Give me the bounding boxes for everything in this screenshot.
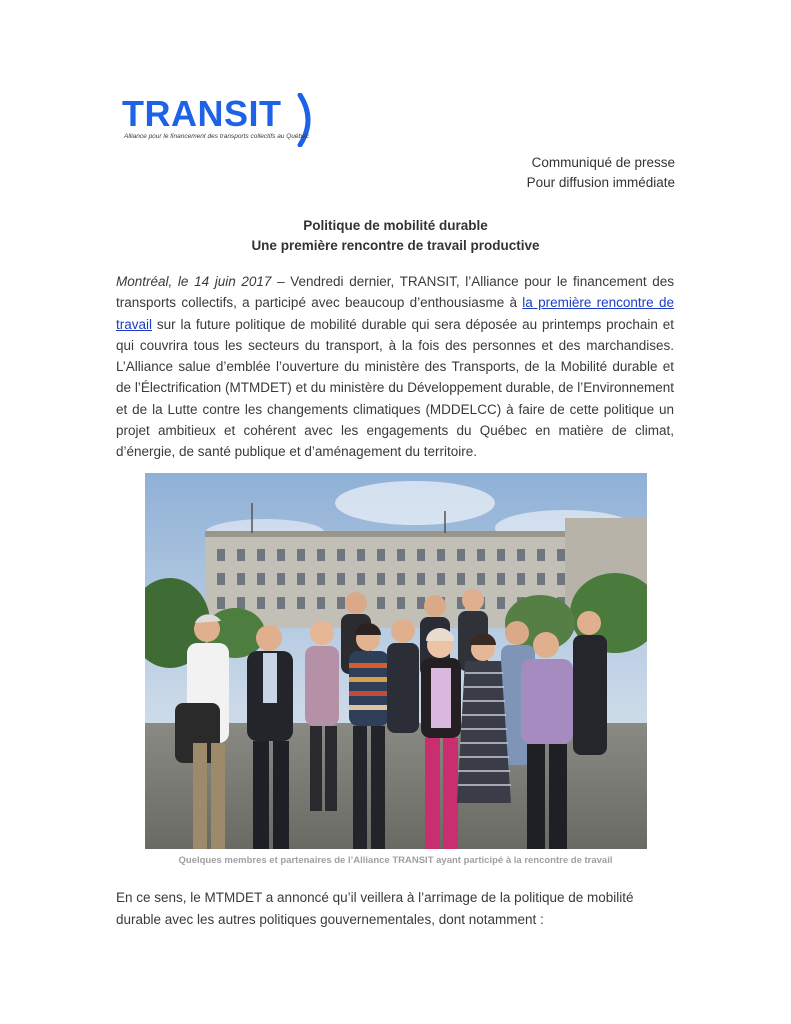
title-line-1: Politique de mobilité durable xyxy=(303,218,488,233)
document-title xyxy=(0,216,791,256)
transit-logo xyxy=(122,95,322,150)
photo-caption: Quelques membres et partenaires de l’Alliance TRANSIT ayant participé à la rencontre de travail xyxy=(178,855,613,866)
press-release-label: Communiqué de presse xyxy=(531,155,675,170)
title-line-2: Une première rencontre de travail productive xyxy=(251,238,540,253)
group-photo xyxy=(145,473,647,849)
second-paragraph: En ce sens, le MTMDET a annoncé qu’il veillera à l’arrimage de la politique de mobilité durable avec les autres politiques gouvernementales, dont notamment : xyxy=(116,890,634,927)
intro-rest-text: sur la future politique de mobilité durable qui sera déposée au printemps prochain et qui couvrira tous les secteurs du transport, à la fois des personnes et des marchandises. L’Alliance salue d’emblée l’ouverture du ministère des Transports, de la Mobilité durable et de l’Électrification (MTMDET) et du ministère du Développement durable, de l’Environnement et de la Lutte contre les changements climatiques (MDDELCC) à faire de cette politique un projet ambitieux et cohérent avec les engagements du Québec en matière de climat, d’énergie, de santé publique et d’aménagement du territoire. xyxy=(116,316,674,460)
dateline-dash: – xyxy=(271,274,291,289)
logo-tagline: Alliance pour le financement des transports collectifs au Québec xyxy=(124,133,309,140)
press-header xyxy=(527,153,675,193)
dateline: Montréal, le 14 juin 2017 xyxy=(116,274,272,289)
logo-wordmark: TRANSIT xyxy=(122,93,282,134)
intro-paragraph xyxy=(116,271,674,463)
immediate-release-label: Pour diffusion immédiate xyxy=(526,175,675,190)
intro-text: Vendredi dernier, TRANSIT, l’Alliance pour le financement des transports collectifs, a participé avec beaucoup d’enthousiasme à xyxy=(116,274,675,311)
first-meeting-link[interactable]: la première rencontre de travail xyxy=(116,295,674,332)
